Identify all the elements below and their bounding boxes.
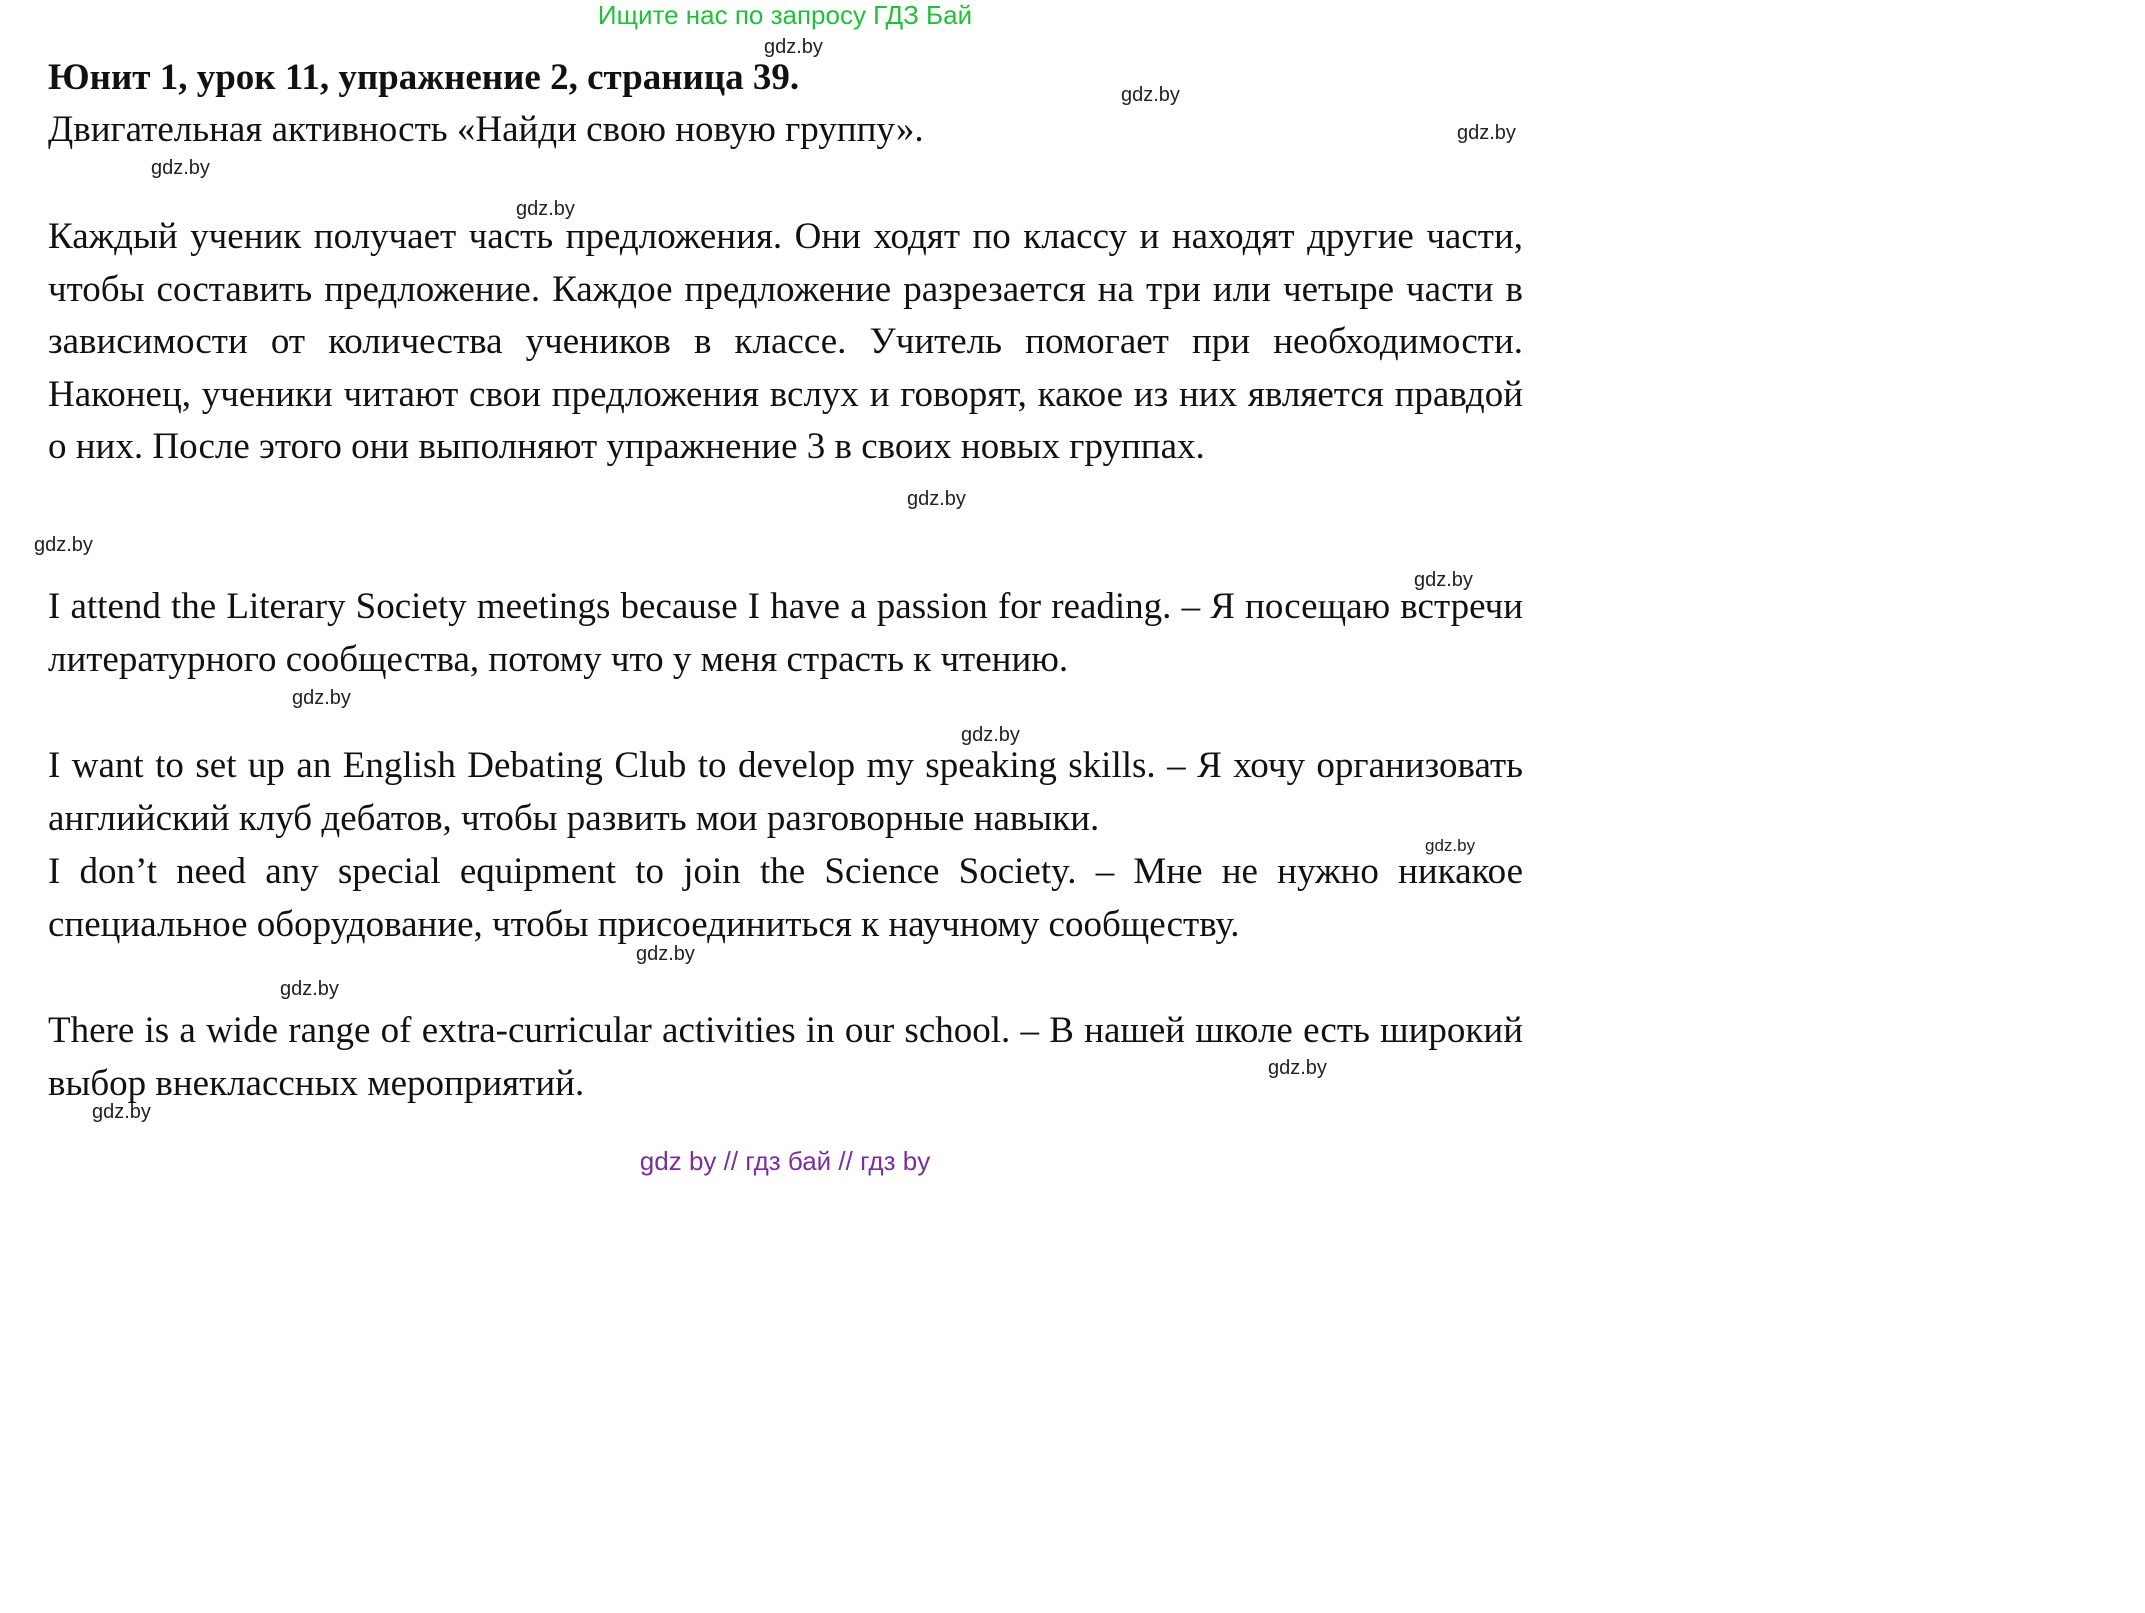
- sentence-paragraph: I attend the Literary Society meetings because I have a passion for reading. – Я посещаю встречи литературного сообщества, потому что у меня страсть к чтению.: [48, 586, 1523, 680]
- watermark: gdz.by: [34, 534, 93, 556]
- sentence-paragraph: I don’t need any special equipment to join the Science Society. – Мне не нужно никакое специальное оборудование, чтобы присоединиться к научному сообществу.: [48, 851, 1523, 945]
- watermark: gdz.by: [636, 943, 695, 965]
- sentence-paragraph: There is a wide range of extra-curricular activities in our school. – В нашей школе есть широкий выбор внеклассных мероприятий.: [48, 1010, 1523, 1104]
- page-subtitle: Двигательная активность «Найди свою новую группу».: [48, 109, 924, 150]
- watermark: gdz.by: [280, 978, 339, 1000]
- watermark: gdz.by: [292, 687, 351, 709]
- watermark: gdz.by: [151, 157, 210, 179]
- watermark: gdz.by: [1457, 122, 1516, 144]
- watermark: gdz.by: [516, 198, 575, 220]
- watermark: gdz.by: [1414, 569, 1473, 591]
- watermark: gdz.by: [764, 36, 823, 58]
- footer-links: gdz by // гдз бай // гдз by: [639, 1146, 931, 1176]
- watermark: gdz.by: [961, 724, 1020, 746]
- page-title: Юнит 1, урок 11, упражнение 2, страница 39.: [48, 57, 800, 98]
- watermark: gdz.by: [1425, 836, 1476, 855]
- watermark: gdz.by: [1268, 1057, 1327, 1079]
- top-banner: Ищите нас по запросу ГДЗ Бай: [597, 0, 973, 30]
- watermark: gdz.by: [1121, 84, 1180, 106]
- watermark: gdz.by: [92, 1101, 151, 1123]
- watermark: gdz.by: [907, 488, 966, 510]
- intro-paragraph: Каждый ученик получает часть предложения. Они ходят по классу и находят другие части, чтобы составить предложение. Каждое предложение разрезается на три или четыре части в зависимости от количества учеников в классе. Учитель помогает при необходимости. Наконец, ученики читают свои предложения вслух и говорят, какое из них является правдой о них. После этого они выполняют упражнение 3 в своих новых группах.: [48, 216, 1523, 468]
- sentence-paragraph: I want to set up an English Debating Club to develop my speaking skills. – Я хочу организовать английский клуб дебатов, чтобы развить мои разговорные навыки.: [48, 745, 1523, 839]
